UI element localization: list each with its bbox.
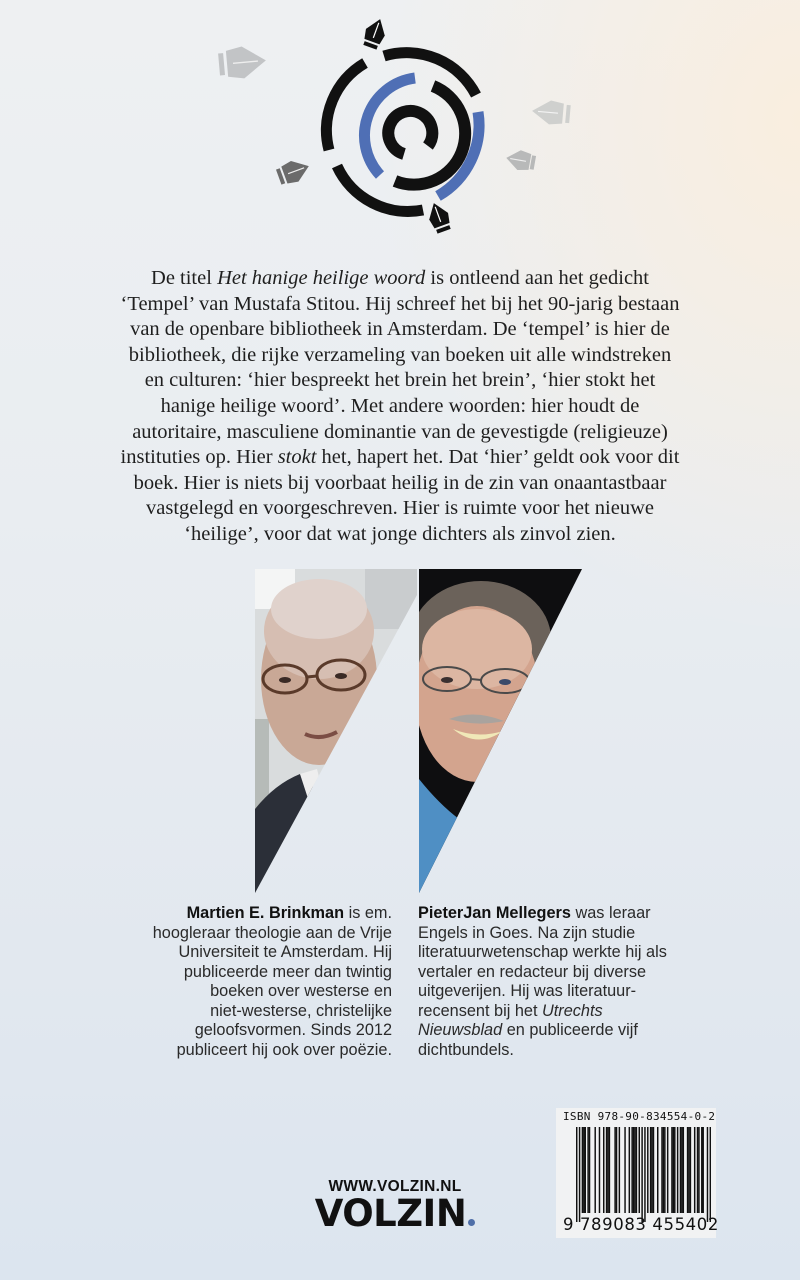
- bio-segment: publiceert hij ook over poëzie.: [176, 1040, 392, 1059]
- pen-nib-left-light-icon: [218, 44, 268, 80]
- intro-segment: Het hanige heilige woord: [217, 267, 426, 289]
- bio-line: [418, 904, 667, 924]
- intro-line: [80, 445, 720, 471]
- author-photo-brinkman: [255, 569, 417, 893]
- intro-line: [80, 343, 720, 369]
- bio-segment: Universiteit te Amsterdam. Hij: [178, 943, 392, 961]
- bio-segment: boeken over westerse en: [210, 982, 392, 1000]
- bio-line: [418, 943, 667, 963]
- bio-line: [153, 924, 392, 944]
- bio-line: [418, 924, 667, 944]
- intro-segment: hanige heilige woord’. Met andere woorden: hier houdt de: [160, 394, 640, 417]
- intro-line: [80, 420, 720, 446]
- intro-line: [80, 471, 720, 497]
- bio-line: [153, 1021, 392, 1041]
- bio-segment: niet-westerse, christelijke: [210, 1001, 392, 1020]
- bio-line: [153, 1041, 392, 1061]
- bio-line: [153, 904, 392, 924]
- publisher-logo-rings-icon: [190, 0, 610, 250]
- bio-segment: uitgeverijen. Hij was literatuur-: [418, 982, 637, 1000]
- intro-segment: vastgelegd en voorgeschreven. Hier is ruimte voor het nieuwe: [146, 497, 654, 520]
- intro-paragraph: [80, 266, 720, 548]
- intro-segment: De titel: [151, 267, 218, 289]
- isbn-label: ISBN 978-90-834554-0-2: [563, 1110, 716, 1123]
- intro-segment: is ontleend aan het gedicht: [425, 267, 649, 289]
- intro-segment: instituties op. Hier: [120, 446, 278, 469]
- brand-dot-icon: [468, 1219, 475, 1226]
- bio-segment: en publiceerde vijf: [502, 1021, 638, 1039]
- bio-segment: is em.: [344, 904, 392, 922]
- bio-segment: dichtbundels.: [418, 1040, 514, 1059]
- publisher-block: [300, 1178, 490, 1234]
- logo-inner-ring-arc: [388, 111, 432, 154]
- intro-segment: en culturen: ‘hier bespreekt het brein het brein’, ‘hier stokt het: [144, 369, 656, 392]
- pen-nib-left-gray-icon: [275, 156, 313, 188]
- barcode-digits: 9 789083 455402: [563, 1215, 719, 1234]
- publisher-url-link[interactable]: WWW.VOLZIN.NL: [328, 1178, 462, 1195]
- pen-nib-top-icon: [360, 16, 389, 51]
- intro-segment: ‘heilige’, voor dat wat jonge dichters als zinvol zien.: [184, 522, 616, 545]
- intro-line: [80, 394, 720, 420]
- intro-segment: bibliotheek, die rijke verzameling van boeken uit alle windstreken: [128, 343, 672, 366]
- bio-segment: Nieuwsblad: [418, 1021, 503, 1039]
- publisher-brand-text: VOLZIN: [314, 1192, 467, 1235]
- bio-segment: publiceerde meer dan twintig: [183, 962, 392, 981]
- bio-line: [418, 1021, 667, 1041]
- author-bio-mellegers: [418, 904, 667, 1060]
- intro-line: [80, 292, 720, 318]
- intro-segment: stokt: [277, 446, 317, 469]
- bio-segment: PieterJan Mellegers: [418, 904, 571, 922]
- publisher-brand-logo: [315, 1194, 476, 1234]
- pen-nib-right-light-icon: [531, 99, 571, 126]
- author-bio-brinkman: [153, 904, 392, 1060]
- bio-segment: literatuurwetenschap werkte hij als: [418, 943, 667, 961]
- bio-segment: Utrechts: [542, 1001, 603, 1020]
- intro-line: [80, 266, 720, 292]
- bio-segment: vertaler en redacteur bij diverse: [418, 962, 647, 981]
- bio-segment: hoogleraar theologie aan de Vrije: [152, 923, 392, 942]
- bio-line: [418, 1002, 667, 1022]
- bio-line: [153, 1002, 392, 1022]
- intro-line: [80, 496, 720, 522]
- bio-line: [153, 982, 392, 1002]
- intro-segment: autoritaire, masculiene dominantie van de gevestigde (religieuze): [132, 420, 668, 443]
- bio-segment: was leraar: [570, 904, 651, 922]
- bio-segment: Engels in Goes. Na zijn studie: [418, 923, 636, 942]
- intro-line: [80, 522, 720, 548]
- pen-nib-bottom-icon: [424, 200, 453, 235]
- intro-line: [80, 317, 720, 343]
- bio-line: [418, 982, 667, 1002]
- ean-barcode-icon: [576, 1127, 711, 1222]
- intro-segment: het, hapert het. Dat ‘hier’ geldt ook voor dit: [316, 446, 680, 469]
- intro-segment: boek. Hier is niets bij voorbaat heilig in de zin van onaantastbaar: [133, 471, 667, 494]
- bio-segment: recensent bij het: [418, 1001, 542, 1020]
- bio-line: [153, 963, 392, 983]
- intro-segment: ‘Tempel’ van Mustafa Stitou. Hij schreef het bij het 90-jarig bestaan: [120, 292, 680, 315]
- bio-segment: geloofsvormen. Sinds 2012: [194, 1021, 392, 1039]
- author-photo-mellegers: [419, 569, 582, 893]
- bio-line: [418, 963, 667, 983]
- pen-nib-right-small-icon: [505, 148, 537, 173]
- bio-segment: Martien E. Brinkman: [186, 904, 345, 922]
- intro-line: [80, 368, 720, 394]
- intro-segment: van de openbare bibliotheek in Amsterdam. De ‘tempel’ is hier de: [130, 318, 670, 341]
- bio-line: [418, 1041, 667, 1061]
- bio-line: [153, 943, 392, 963]
